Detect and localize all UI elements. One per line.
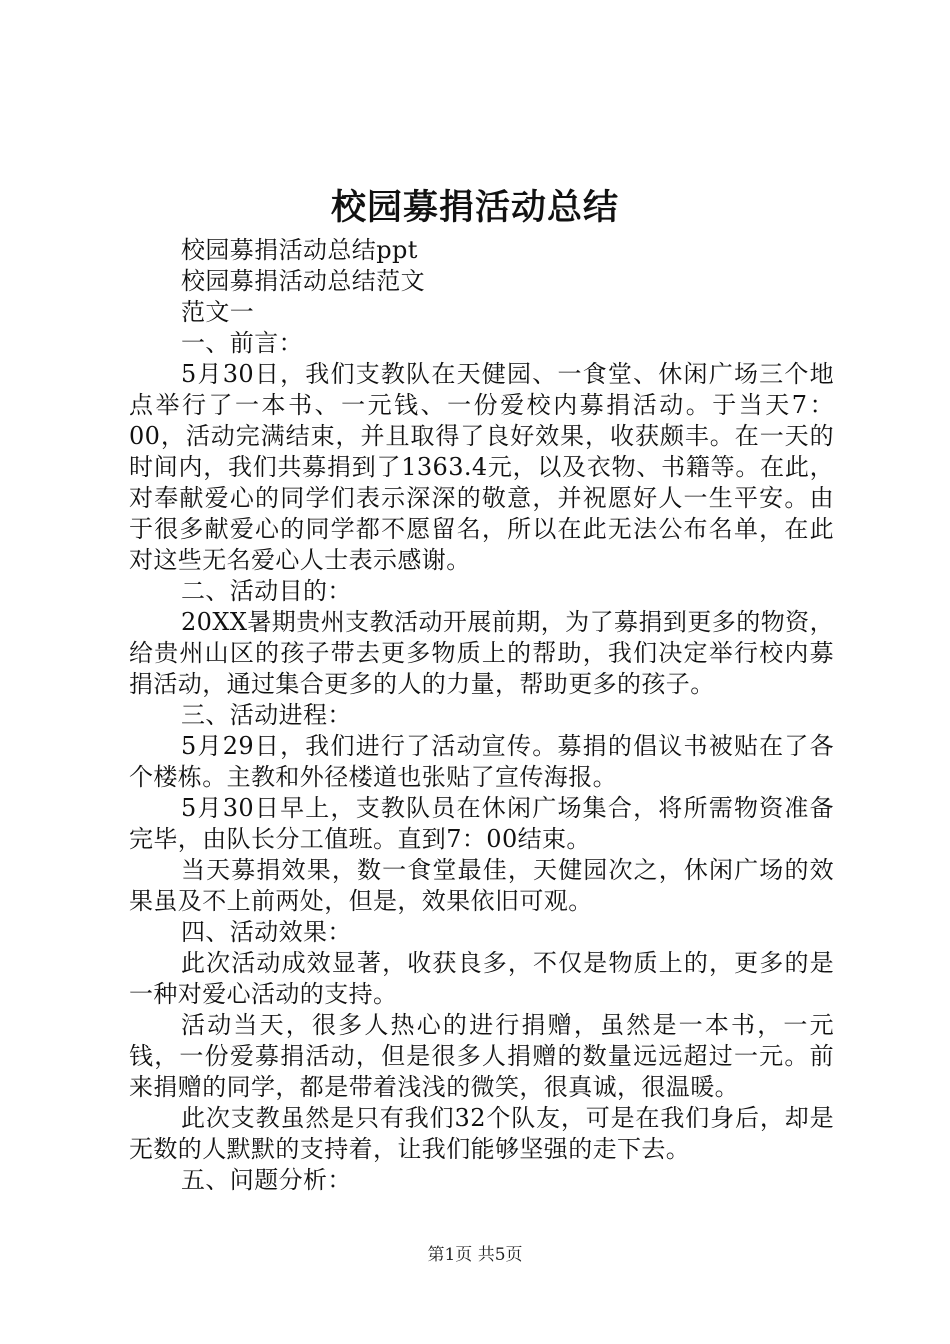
section-heading-problems: 五、问题分析： (181, 1166, 352, 1194)
paragraph-subtitle-ppt: 校园募捐活动总结ppt (181, 236, 418, 264)
paragraph-subtitle-sample: 校园募捐活动总结范文 (181, 267, 425, 295)
paragraph-process-day2: 5月30日早上，支教队员在休闲广场集合，将所需物资准备完毕，由队长分工值班。直到7：00结束。 (129, 794, 834, 853)
paragraph-purpose-body: 20XX暑期贵州支教活动开展前期，为了募捐到更多的物资，给贵州山区的孩子带去更多物质上的帮助，我们决定举行校内募捐活动，通过集合更多的人的力量，帮助更多的孩子。 (129, 608, 834, 698)
paragraph-effect-donations: 活动当天，很多人热心的进行捐赠，虽然是一本书，一元钱，一份爱募捐活动，但是很多人捐赠的数量远远超过一元。前来捐赠的同学，都是带着浅浅的微笑，很真诚，很温暖。 (129, 1011, 834, 1101)
section-heading-purpose: 二、活动目的： (181, 577, 352, 605)
section-heading-effect: 四、活动效果： (181, 918, 352, 946)
paragraph-preface-body: 5月30日，我们支教队在天健园、一食堂、休闲广场三个地点举行了一本书、一元钱、一份爱校内募捐活动。于当天7：00，活动完满结束，并且取得了良好效果，收获颇丰。在一天的时间内，我们共募捐到了1363.4元，以及衣物、书籍等。在此，对奉献爱心的同学们表示深深的敬意，并祝愿好人一生平安。由于很多献爱心的同学都不愿留名，所以在此无法公布名单，在此对这些无名爱心人士表示感谢。 (129, 360, 834, 574)
paragraph-effect-support: 此次支教虽然是只有我们32个队友，可是在我们身后，却是无数的人默默的支持着，让我们能够坚强的走下去。 (129, 1104, 834, 1163)
paragraph-process-result: 当天募捐效果，数一食堂最佳，天健园次之，休闲广场的效果虽及不上前两处，但是，效果依旧可观。 (129, 856, 834, 915)
page-footer: 第1页 共5页 (427, 1245, 523, 1265)
section-heading-preface: 一、前言： (181, 329, 303, 357)
paragraph-effect-summary: 此次活动成效显著，收获良多，不仅是物质上的，更多的是一种对爱心活动的支持。 (129, 949, 834, 1008)
paragraph-sample-one: 范文一 (181, 298, 255, 326)
section-heading-process: 三、活动进程： (181, 701, 352, 729)
document-body (129, 235, 834, 1196)
document-title: 校园募捐活动总结 (330, 187, 619, 228)
paragraph-process-day1: 5月29日，我们进行了活动宣传。募捐的倡议书被贴在了各个楼栋。主教和外径楼道也张贴了宣传海报。 (129, 732, 834, 791)
